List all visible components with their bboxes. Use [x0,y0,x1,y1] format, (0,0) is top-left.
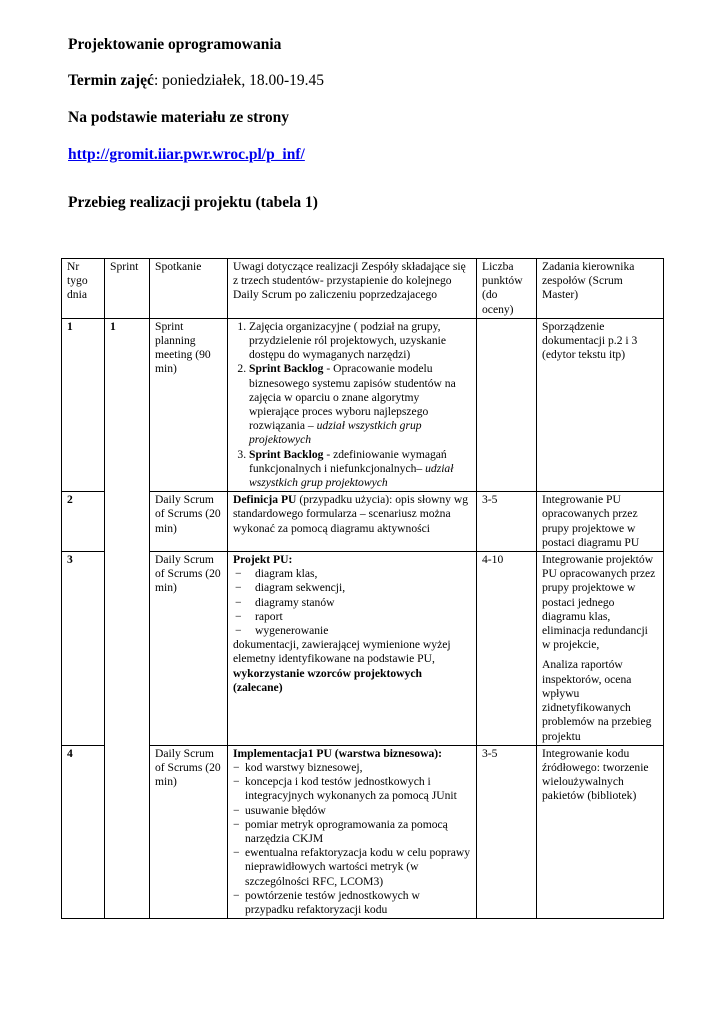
list-item: − diagram sekwencji, [233,581,471,595]
header-uwagi: Uwagi dotyczące realizacji Zespóły składające się z trzech studentów- przystapienie do kolejnego Daily Scrum po zaliczeniu poprzedzajacego [228,259,477,319]
table-row [62,552,664,746]
item-text: - zdefiniowanie wymagań funkcjonalnych i niefunkcjonalnych– [249,447,447,475]
zadania-text: Integrowanie projektów PU opracowanych przez prupy projektowe w postaci jednego diagramu klas, eliminacja redundancji w projekcie, [542,553,656,652]
schedule-label: Termin zajęć [68,72,154,89]
row1-sprint: 1 [105,318,150,491]
list-item: − wygenerowanie [233,624,471,638]
table-row [62,745,664,918]
schedule-value: : poniedziałek, 18.00-19.45 [153,72,324,89]
item-italic: udział wszystkich grup projektowych [249,419,422,447]
schedule-line [68,72,324,90]
list-item: − kod warstwy biznesowej, [233,761,471,775]
header-sprint: Sprint [105,259,150,319]
list-item: − pomiar metryk oprogramowania za pomocą narzędzia CKJM [233,818,471,846]
row1-nr: 1 [62,318,105,491]
row1-list [233,320,471,490]
source-link[interactable]: http://gromit.iiar.pwr.wroc.pl/p_inf/ [68,146,305,163]
row3-uwagi [228,552,477,746]
list-item: − diagram klas, [233,567,471,581]
item-bold: Sprint Backlog [249,447,324,461]
item-italic: udział wszystkich grup projektowych [249,461,454,490]
row3-list [233,567,471,638]
header-spotkanie: Spotkanie [150,259,228,319]
list-item: − raport [233,610,471,624]
source-link-line [68,146,305,164]
row1-zadania: Sporządzenie dokumentacji p.2 i 3 (edytor tekstu itp) [537,318,664,491]
uwagi-bold: Projekt PU: [233,553,293,567]
row2-uwagi [228,492,477,552]
table-row [62,492,664,552]
header-zadania: Zadania kierownika zespołów (Scrum Master) [537,259,664,319]
row1-punkty [477,318,537,491]
uwagi-bold: Definicja PU [233,493,297,507]
row4-list [233,761,471,917]
item-bold: Sprint Backlog [249,362,324,376]
uwagi-bold-2: wykorzystanie wzorców projektowych (zalecane) [233,666,422,694]
uwagi-text: (przypadku użycia): opis słowny wg standardowego formularza – scenariusz można wykonać za pomocą diagramu aktywności [233,493,469,535]
list-item: − diagramy stanów [233,596,471,610]
row4-punkty: 3-5 [477,745,537,918]
project-table [61,258,664,919]
row4-spotkanie: Daily Scrum of Scrums (20 min) [150,745,228,918]
list-item: − ewentualna refaktoryzacja kodu w celu poprawy nieprawidłowych wartości metryk (w szczególności RFC, LCOM3) [233,846,471,889]
section-title: Przebieg realizacji projektu (tabela 1) [68,194,318,211]
item-text: - Opracowanie modelu biznesowego systemu zapisów studentów na zajęcia w oparciu o znane algorytmy wpierające proces wyboru najlepszego rozwiązania – [249,362,456,433]
row2-sprint [105,492,150,552]
row2-nr: 2 [62,492,105,552]
row1-uwagi [228,318,477,491]
list-item [249,448,471,491]
row2-zadania: Integrowanie PU opracowanych przez prupy projektowe w postaci diagramu PU [537,492,664,552]
list-item [249,320,471,363]
row4-zadania: Integrowanie kodu źródłowego: tworzenie wielоużywalnych pakietów (bibliotek) [537,745,664,918]
row3-nr: 3 [62,552,105,746]
table-header-row [62,259,664,319]
row1-spotkanie: Sprint planning meeting (90 min) [150,318,228,491]
table-row [62,318,664,491]
row3-punkty: 4-10 [477,552,537,746]
row3-sprint [105,552,150,746]
list-item [249,362,471,447]
row3-spotkanie: Daily Scrum of Scrums (20 min) [150,552,228,746]
source-label: Na podstawie materiału ze strony [68,109,289,126]
row2-spotkanie: Daily Scrum of Scrums (20 min) [150,492,228,552]
uwagi-bold: Implementacja1 PU (warstwa biznesowa): [233,746,442,760]
item-text: Zajęcia organizacyjne ( podział na grupy, przydzielenie ról projektowych, uzyskanie dostępu do wymaganych narzędzi) [249,319,447,362]
list-item: − usuwanie błędów [233,804,471,818]
list-item: − powtórzenie testów jednostkowych w przypadku refaktoryzacji kodu [233,889,471,917]
row4-nr: 4 [62,745,105,918]
header-nr: Nr tygo dnia [62,259,105,319]
row3-zadania [537,552,664,746]
row2-punkty: 3-5 [477,492,537,552]
header-punkty: Liczba punktów (do oceny) [477,259,537,319]
zadania-text-2: Analiza raportów inspektorów, ocena wpływu zidnetyfikowanych problemów na przebieg projektu [542,658,652,743]
list-item: − koncepcja i kod testów jednostkowych i integracyjnych wykonanych za pomocą JUnit [233,775,471,803]
document-title: Projektowanie oprogramowania [68,36,282,53]
row4-uwagi [228,745,477,918]
row4-sprint [105,745,150,918]
uwagi-text: dokumentacji, zawierającej wymienione wyżej elemetny identyfikowane na podstawie PU, [233,638,451,666]
